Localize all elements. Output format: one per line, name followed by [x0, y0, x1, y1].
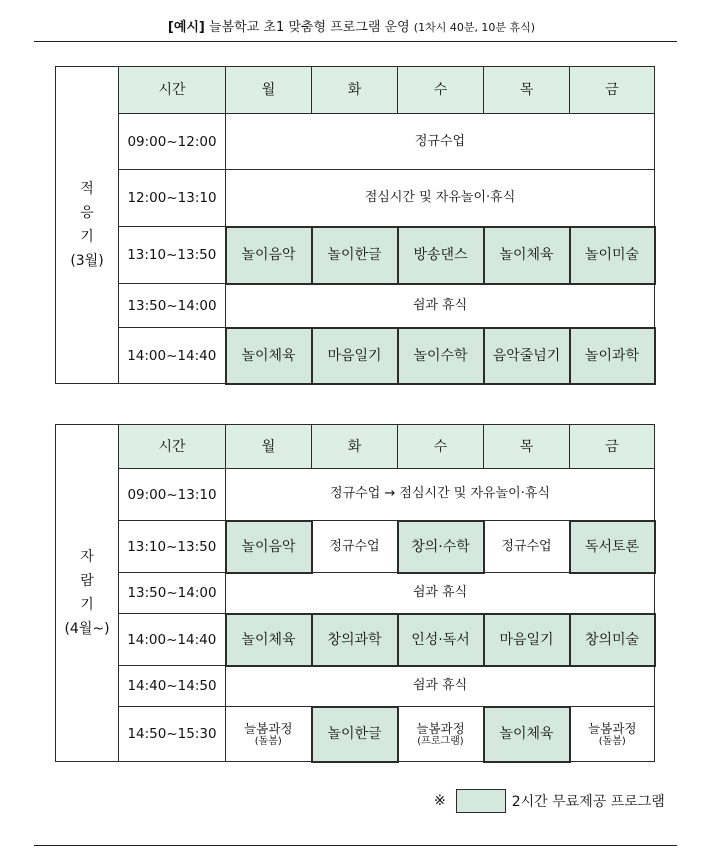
time-cell: 09:00~12:00 — [119, 114, 226, 170]
program-cell: 마음일기 — [312, 328, 398, 384]
program-cell: 놀이미술 — [570, 227, 655, 284]
period-label: 적 응 기 (3월) — [56, 67, 119, 384]
header-thu: 목 — [484, 425, 570, 469]
program-cell: 놀이체육 — [226, 328, 312, 384]
regular-cell: 정규수업 — [484, 521, 570, 573]
table-row — [56, 328, 655, 384]
span-cell: 쉼과 휴식 — [226, 666, 655, 707]
program-cell: 마음일기 — [484, 614, 570, 666]
time-cell: 13:10~13:50 — [119, 521, 226, 573]
program-cell: 놀이음악 — [226, 521, 312, 573]
table-row — [56, 614, 655, 666]
header-tue: 화 — [312, 425, 398, 469]
program-cell: 인성·독서 — [398, 614, 484, 666]
program-cell: 놀이체육 — [226, 614, 312, 666]
regular-cell: 정규수업 — [312, 521, 398, 573]
program-cell: 음악줄넘기 — [484, 328, 570, 384]
care-cell: 늘봄과정 (돌봄) — [570, 707, 655, 762]
schedule-table-adaptation — [55, 66, 656, 385]
program-cell: 놀이체육 — [484, 227, 570, 284]
span-cell: 정규수업 → 점심시간 및 자유놀이·휴식 — [226, 469, 655, 521]
table-row — [56, 114, 655, 170]
table-row — [56, 284, 655, 328]
time-cell: 14:40~14:50 — [119, 666, 226, 707]
table-row — [56, 469, 655, 521]
span-cell: 쉼과 휴식 — [226, 284, 655, 328]
header-tue: 화 — [312, 67, 398, 114]
time-cell: 13:50~14:00 — [119, 573, 226, 614]
time-cell: 14:00~14:40 — [119, 614, 226, 666]
header-wed: 수 — [398, 67, 484, 114]
table-row — [56, 573, 655, 614]
legend-text: 2시간 무료제공 프로그램 — [511, 794, 665, 810]
program-cell: 방송댄스 — [398, 227, 484, 284]
header-row — [56, 67, 655, 114]
schedule-table-growth — [55, 424, 656, 763]
header-row — [56, 425, 655, 469]
program-cell: 독서토론 — [570, 521, 655, 573]
time-cell: 13:10~13:50 — [119, 227, 226, 284]
period-label: 자 람 기 (4월~) — [56, 425, 119, 762]
title-note: (1차시 40분, 10분 휴식) — [413, 21, 536, 34]
title-main: 늘봄학교 초1 맞춤형 프로그램 운영 — [209, 20, 410, 35]
time-cell: 14:00~14:40 — [119, 328, 226, 384]
table-row — [56, 227, 655, 284]
time-cell: 09:00~13:10 — [119, 469, 226, 521]
program-cell: 놀이과학 — [570, 328, 655, 384]
table-row — [56, 666, 655, 707]
program-cell: 놀이음악 — [226, 227, 312, 284]
program-cell: 놀이체육 — [484, 707, 570, 762]
header-mon: 월 — [226, 67, 312, 114]
care-cell: 늘봄과정 (프로그램) — [398, 707, 484, 762]
legend-mark: ※ — [434, 793, 446, 809]
header-fri: 금 — [570, 425, 655, 469]
span-cell: 정규수업 — [226, 114, 655, 170]
program-cell: 놀이한글 — [312, 707, 398, 762]
header-fri: 금 — [570, 67, 655, 114]
header-time: 시간 — [119, 425, 226, 469]
table-row — [56, 707, 655, 762]
program-cell: 창의과학 — [312, 614, 398, 666]
title-bracket: [예시] — [167, 20, 205, 35]
header-mon: 월 — [226, 425, 312, 469]
time-cell: 13:50~14:00 — [119, 284, 226, 328]
header-wed: 수 — [398, 425, 484, 469]
table-row — [56, 170, 655, 227]
header-time: 시간 — [119, 67, 226, 114]
top-rule — [34, 41, 677, 42]
span-cell: 점심시간 및 자유놀이·휴식 — [226, 170, 655, 227]
table-row — [56, 521, 655, 573]
time-cell: 12:00~13:10 — [119, 170, 226, 227]
span-cell: 쉼과 휴식 — [226, 573, 655, 614]
program-cell: 놀이수학 — [398, 328, 484, 384]
page-title — [0, 18, 703, 38]
legend — [434, 789, 665, 813]
bottom-rule — [34, 845, 677, 846]
care-cell: 늘봄과정 (돌봄) — [226, 707, 312, 762]
program-cell: 창의·수학 — [398, 521, 484, 573]
header-thu: 목 — [484, 67, 570, 114]
legend-swatch — [456, 789, 506, 813]
time-cell: 14:50~15:30 — [119, 707, 226, 762]
program-cell: 창의미술 — [570, 614, 655, 666]
program-cell: 놀이한글 — [312, 227, 398, 284]
